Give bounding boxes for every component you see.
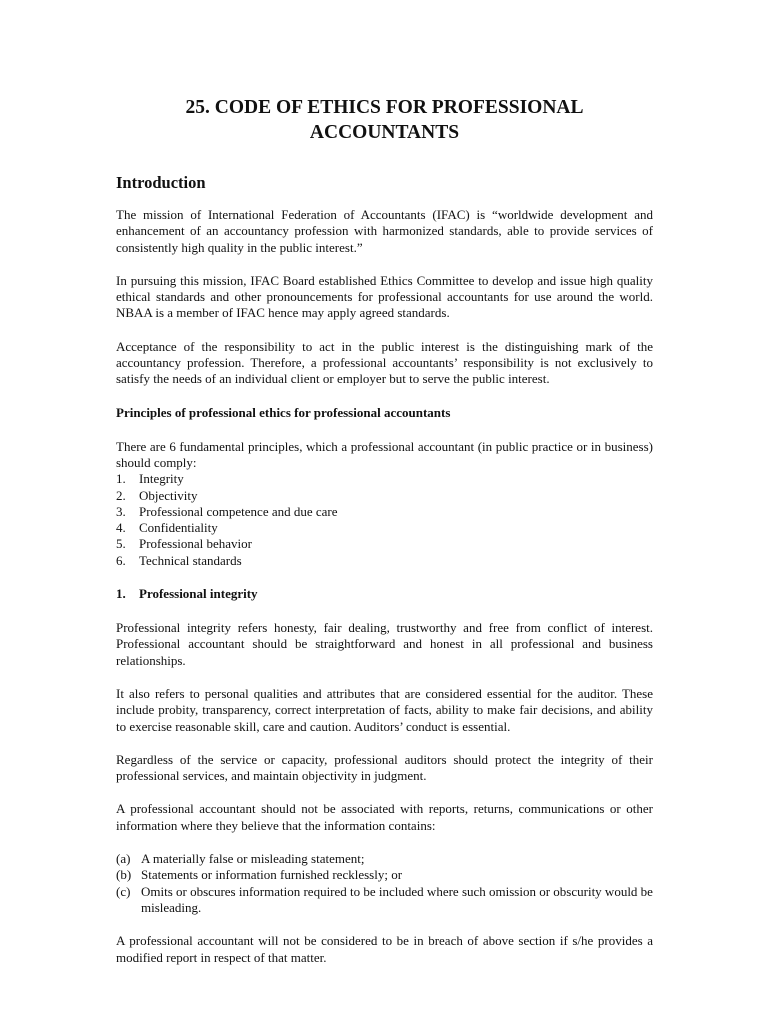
principles-intro: There are 6 fundamental principles, which a professional accountant (in public practice or in business) should comply: xyxy=(116,438,653,470)
integrity-paragraph-4: A professional accountant should not be associated with reports, returns, communications or other information where they believe that the information contains: xyxy=(116,801,653,833)
list-item xyxy=(116,488,653,504)
list-item xyxy=(116,553,653,569)
introduction-heading: Introduction xyxy=(116,173,206,192)
integrity-paragraph-2: It also refers to personal qualities and attributes that are considered essential for the auditor. These include probity, transparency, correct interpretation of facts, ability to make fair decisions, and ability to exercise reasonable skill, care and caution. Auditors’ conduct is essential. xyxy=(116,685,653,734)
list-item-text: Confidentiality xyxy=(139,520,218,536)
section-number: 1. xyxy=(116,586,126,602)
list-item-number: 6. xyxy=(116,552,126,568)
list-item-number: 4. xyxy=(116,520,126,536)
intro-paragraph-3: Acceptance of the responsibility to act in the public interest is the distinguishing mark of the accountancy profession. Therefore, a professional accountants’ responsibility is not exclusively to satisfy the needs of an individual client or employer but to serve the public interest. xyxy=(116,338,653,387)
list-item xyxy=(116,504,653,520)
intro-paragraph-2: In pursuing this mission, IFAC Board established Ethics Committee to develop and issue high quality ethical standards and other pronouncements for professional accountants for use around the world. NBAA is a member of IFAC hence may apply agreed standards. xyxy=(116,272,653,321)
section-title: Professional integrity xyxy=(139,586,258,602)
list-item-text: Technical standards xyxy=(139,552,242,568)
integrity-paragraph-1: Professional integrity refers honesty, fair dealing, trustworthy and free from conflict of interest. Professional accountant should be straightforward and honest in all professional and business relationships. xyxy=(116,620,653,668)
list-item xyxy=(116,536,653,552)
document-body xyxy=(116,95,653,983)
document-title-line-1: 25. CODE OF ETHICS FOR PROFESSIONAL xyxy=(185,97,584,118)
principles-list xyxy=(116,471,653,569)
intro-paragraph-1: The mission of International Federation of Accountants (IFAC) is “worldwide development and enhancement of an accountancy profession with harmonized standards, able to provide services of consistently high quality in the public interest.” xyxy=(116,207,653,255)
list-item-number: 1. xyxy=(116,471,126,487)
list-item xyxy=(116,884,653,917)
list-item xyxy=(116,520,653,536)
integrity-paragraph-3: Regardless of the service or capacity, professional auditors should protect the integrity of their professional services, and maintain objectivity in judgment. xyxy=(116,751,653,784)
document-title-line-2: ACCOUNTANTS xyxy=(309,122,460,143)
principles-heading: Principles of professional ethics for professional accountants xyxy=(116,404,451,420)
list-item-text: Objectivity xyxy=(139,487,198,503)
conditions-list xyxy=(116,851,653,916)
list-item xyxy=(116,867,653,883)
professional-integrity-heading xyxy=(116,586,653,602)
list-item xyxy=(116,471,653,487)
list-item xyxy=(116,851,653,867)
list-item-text: Professional competence and due care xyxy=(139,503,338,519)
integrity-paragraph-5: A professional accountant will not be considered to be in breach of above section if s/he provides a modified report in respect of that matter. xyxy=(116,933,653,965)
list-item-letter: (b) xyxy=(116,867,132,883)
list-item-number: 2. xyxy=(116,487,126,503)
document-title xyxy=(116,95,653,145)
list-item-number: 5. xyxy=(116,536,126,552)
list-item-number: 3. xyxy=(116,503,126,519)
list-item-text: Statements or information furnished recklessly; or xyxy=(141,867,403,883)
list-item-text: Integrity xyxy=(139,471,184,487)
list-item-letter: (c) xyxy=(116,883,131,899)
list-item-text: Professional behavior xyxy=(139,536,253,552)
list-item-letter: (a) xyxy=(116,851,131,867)
list-item-text: Omits or obscures information required to be included where such omission or obscurity would be misleading. xyxy=(141,883,653,915)
list-item-text: A materially false or misleading statement; xyxy=(141,851,365,867)
